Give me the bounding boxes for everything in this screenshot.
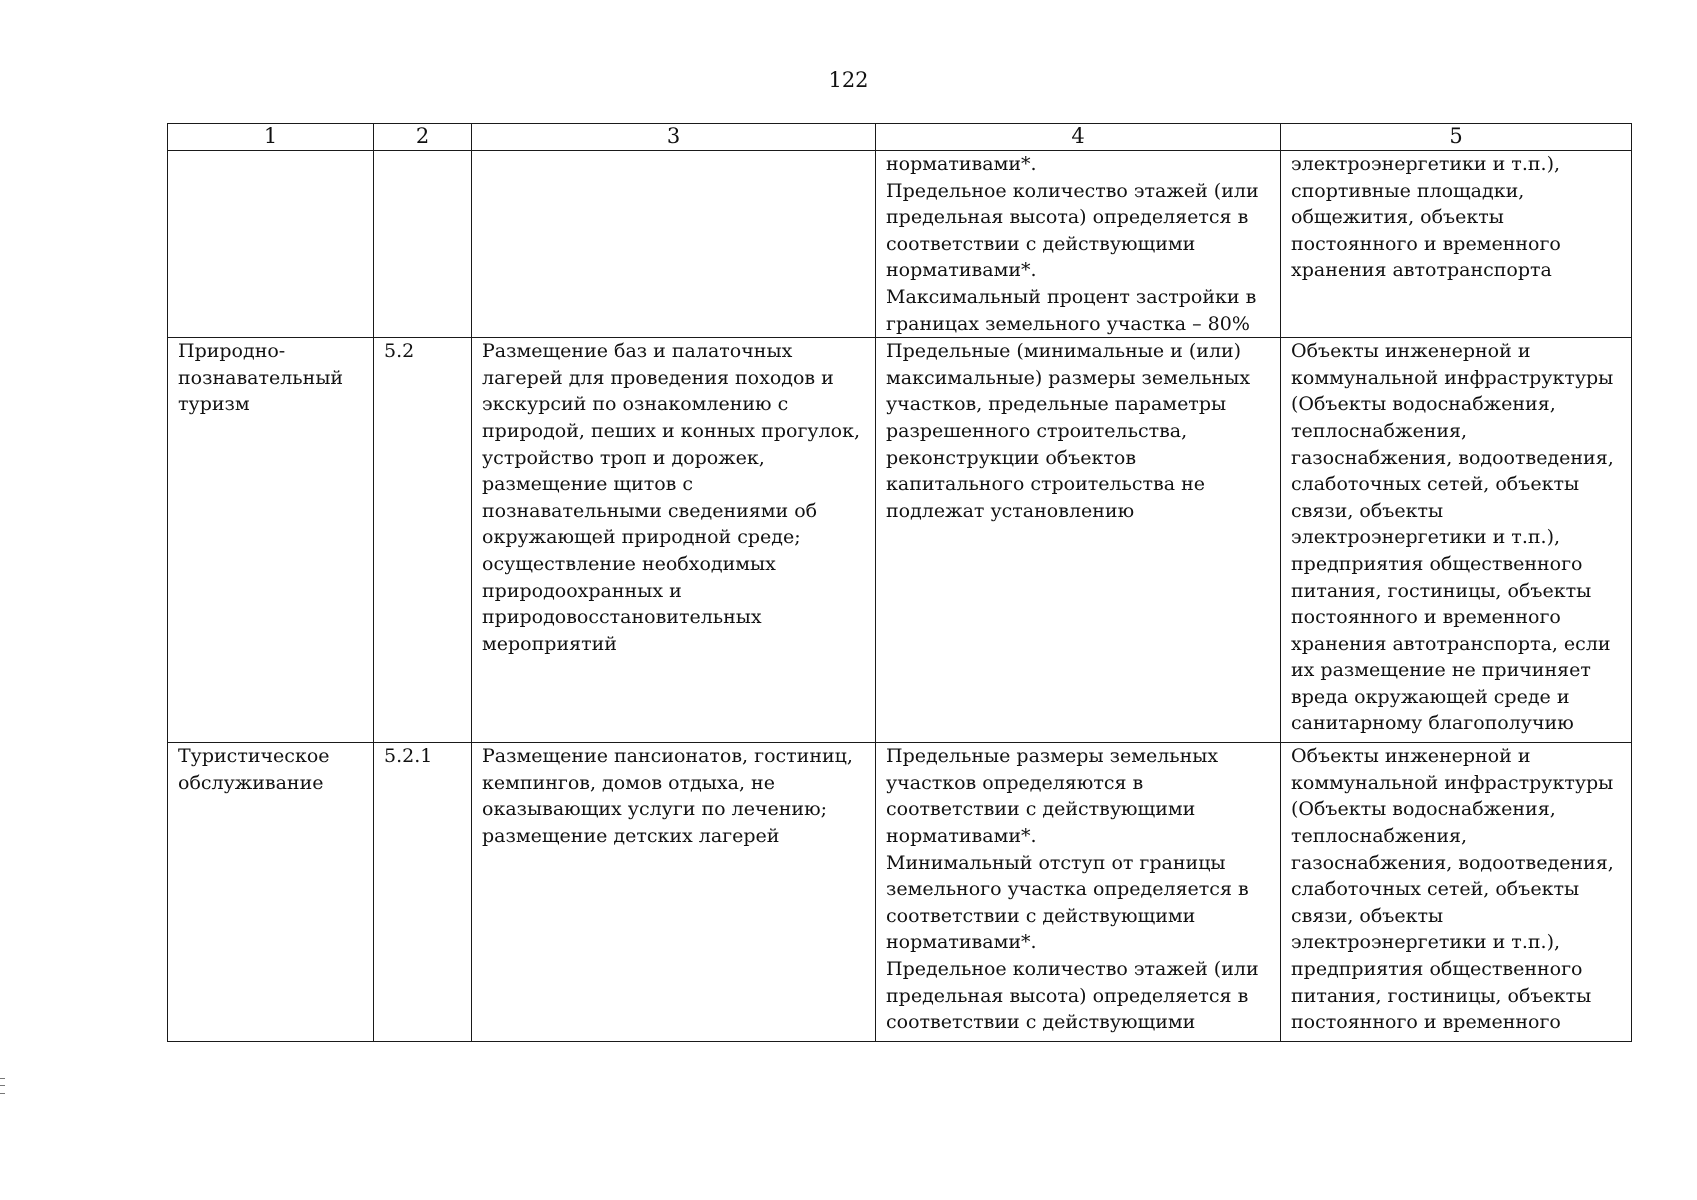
cell-text-line: подлежат установлению <box>886 499 1135 522</box>
cell-text-line: питания, гостиницы, объекты <box>1291 579 1592 602</box>
table-row-continuation <box>168 151 1632 338</box>
table-row-tourist-service <box>168 743 1632 1042</box>
cell-auxiliary-uses <box>1281 743 1632 1042</box>
cell-text-line: связи, объекты <box>1291 904 1444 927</box>
cell-parameters <box>876 743 1281 1042</box>
header-col-3: 3 <box>472 124 876 151</box>
cell-text-line: участков, предельные параметры <box>886 393 1227 416</box>
cell-text-line: Размещение баз и палаточных <box>482 340 793 363</box>
cell-text-line: электроэнергетики и т.п.), <box>1291 526 1561 549</box>
cell-text-line: общежития, объекты <box>1291 206 1504 229</box>
table-row-nature-tourism <box>168 338 1632 743</box>
cell-text-line: Туристическое <box>178 745 330 768</box>
cell-text-line: теплоснабжения, <box>1291 824 1468 847</box>
cell-text-line: хранения автотранспорта <box>1291 259 1552 282</box>
zoning-table <box>167 123 1632 1042</box>
cell-text-line: размещение щитов с <box>482 473 694 496</box>
cell-text-line: слаботочных сетей, объекты <box>1291 473 1580 496</box>
cell-text-line: предельная высота) определяется в <box>886 984 1249 1007</box>
cell-text-line: электроэнергетики и т.п.), <box>1291 153 1561 175</box>
cell-text-line: окружающей природной среде; <box>482 526 801 549</box>
cell-text-line: Размещение пансионатов, гостиниц, <box>482 745 853 768</box>
cell-text-line: Минимальный отступ от границы <box>886 851 1226 874</box>
cell-text-line: Максимальный процент застройки в <box>886 285 1257 308</box>
cell-text-line: электроэнергетики и т.п.), <box>1291 931 1561 954</box>
cell-text-line: осуществление необходимых <box>482 552 776 575</box>
cell-text-line: слаботочных сетей, объекты <box>1291 878 1580 901</box>
cell-text-line: их размещение не причиняет <box>1291 659 1591 682</box>
cell-text-line: оказывающих услуги по лечению; <box>482 798 828 821</box>
cell-text-line: нормативами*. <box>886 153 1037 175</box>
cell-text-line: природой, пеших и конных прогулок, <box>482 419 861 442</box>
cell-text-line: земельного участка определяется в <box>886 878 1249 901</box>
cell-text-line: Предельные размеры земельных <box>886 745 1219 768</box>
cell-text-line: хранения автотранспорта, если <box>1291 632 1611 655</box>
cell-text-line: коммунальной инфраструктуры <box>1291 366 1614 389</box>
cell-code <box>374 151 472 338</box>
cell-text-line: границах земельного участка – 80% <box>886 312 1250 335</box>
cell-text-line: предприятия общественного <box>1291 552 1583 575</box>
cell-text-line: познавательными сведениями об <box>482 499 818 522</box>
cell-auxiliary-uses <box>1281 338 1632 743</box>
cell-code: 5.2 <box>374 338 472 743</box>
cell-text-line: лагерей для проведения походов и <box>482 366 834 389</box>
cell-text-line: предприятия общественного <box>1291 957 1583 980</box>
header-col-4: 4 <box>876 124 1281 151</box>
cell-text-line: туризм <box>178 393 250 416</box>
cell-use-type <box>168 338 374 743</box>
cell-text-line: предельная высота) определяется в <box>886 206 1249 229</box>
page-number: 122 <box>828 68 869 92</box>
cell-text-line: реконструкции объектов <box>886 446 1137 469</box>
cell-text-line: участков определяются в <box>886 771 1144 794</box>
cell-text-line: Объекты инженерной и <box>1291 745 1531 768</box>
header-col-5: 5 <box>1281 124 1632 151</box>
cell-text-line: капитального строительства не <box>886 473 1206 496</box>
cell-text-line: соответствии с действующими <box>886 904 1196 927</box>
cell-text-line: природоохранных и <box>482 579 682 602</box>
cell-text-line: теплоснабжения, <box>1291 419 1468 442</box>
cell-text-line: природовосстановительных <box>482 606 762 629</box>
cell-text-line: устройство троп и дорожек, <box>482 446 765 469</box>
cell-text-line: Объекты инженерной и <box>1291 340 1531 363</box>
cell-text-line: нормативами*. <box>886 931 1037 954</box>
cell-text-line: обслуживание <box>178 771 324 794</box>
cell-description <box>472 151 876 338</box>
cell-auxiliary-uses <box>1281 151 1632 338</box>
cell-description <box>472 338 876 743</box>
table-body <box>168 151 1632 1042</box>
cell-text-line: Предельные (минимальные и (или) <box>886 340 1242 363</box>
cell-text-line: вреда окружающей среде и <box>1291 685 1570 708</box>
cell-text-line: кемпингов, домов отдыха, не <box>482 771 775 794</box>
cell-text-line: постоянного и временного <box>1291 606 1561 629</box>
cell-text-line: (Объекты водоснабжения, <box>1291 393 1556 416</box>
cell-text-line: газоснабжения, водоотведения, <box>1291 446 1614 469</box>
cell-text-line: соответствии с действующими <box>886 232 1196 255</box>
cell-text-line: постоянного и временного <box>1291 1011 1561 1034</box>
cell-text-line: соответствии с действующими <box>886 1011 1196 1034</box>
header-row <box>168 124 1632 151</box>
cell-use-type <box>168 743 374 1042</box>
header-col-2: 2 <box>374 124 472 151</box>
cell-text-line: нормативами*. <box>886 824 1037 847</box>
cell-text-line: познавательный <box>178 366 344 389</box>
cell-text-line: мероприятий <box>482 632 617 655</box>
cell-text-line: санитарному благополучию <box>1291 712 1574 735</box>
cell-text-line: размещение детских лагерей <box>482 824 780 847</box>
cell-text-line: питания, гостиницы, объекты <box>1291 984 1592 1007</box>
cell-use-type <box>168 151 374 338</box>
scan-artifact-mark <box>0 1078 5 1094</box>
table-header <box>168 124 1632 151</box>
header-col-1: 1 <box>168 124 374 151</box>
cell-description <box>472 743 876 1042</box>
cell-text-line: спортивные площадки, <box>1291 179 1525 202</box>
cell-code: 5.2.1 <box>374 743 472 1042</box>
cell-text-line: разрешенного строительства, <box>886 419 1188 442</box>
cell-text-line: максимальные) размеры земельных <box>886 366 1251 389</box>
cell-text-line: соответствии с действующими <box>886 798 1196 821</box>
cell-text-line: связи, объекты <box>1291 499 1444 522</box>
cell-text-line: постоянного и временного <box>1291 232 1561 255</box>
cell-text-line: нормативами*. <box>886 259 1037 282</box>
cell-parameters <box>876 338 1281 743</box>
cell-text-line: коммунальной инфраструктуры <box>1291 771 1614 794</box>
cell-text-line: Природно- <box>178 340 286 363</box>
cell-parameters <box>876 151 1281 338</box>
cell-text-line: (Объекты водоснабжения, <box>1291 798 1556 821</box>
cell-text-line: Предельное количество этажей (или <box>886 957 1259 980</box>
cell-text-line: газоснабжения, водоотведения, <box>1291 851 1614 874</box>
cell-text-line: экскурсий по ознакомлению с <box>482 393 789 416</box>
cell-text-line: Предельное количество этажей (или <box>886 179 1259 202</box>
